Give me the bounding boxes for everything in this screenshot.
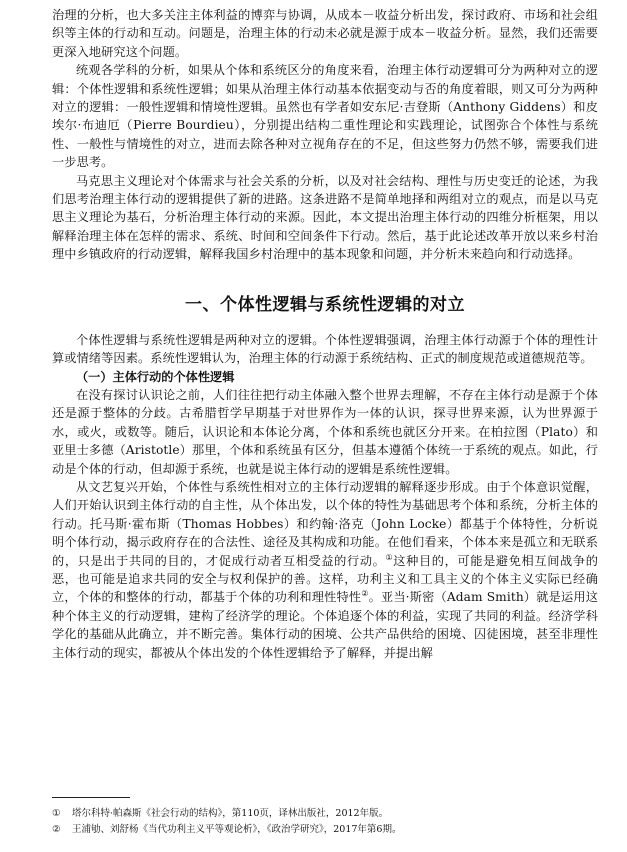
section-paragraph-1: 个体性逻辑与系统性逻辑是两种对立的逻辑。个体性逻辑强调，治理主体行动源于个体的理性计算或情绪等因素。系统性逻辑认为，治理主体的行动源于系统结构、正式的制度规范或道德规范等。 bbox=[52, 332, 598, 366]
paragraph-2-text-b: 这种目的，可能是避免相互间战争的恶，也可能是追求共同的安全与权利保护的善。这样，功利主义和工具主义的个体主义实际已经确立，个体的和整体的行动，都基于个体的功利和理性特性 bbox=[52, 553, 598, 605]
footnote-text: 王浦劬、刘舒杨《当代功利主义平等观论析》，《政治学研究》，2017年第6期。 bbox=[72, 824, 402, 835]
subsection-title: （一）主体行动的个体性逻辑 bbox=[76, 369, 235, 384]
footnote-text: 塔尔科特·帕森斯《社会行动的结构》，第110页，译林出版社，2012年版。 bbox=[72, 808, 389, 819]
paragraph-2-text-c: 。亚当·斯密（Adam Smith）就是运用这种个体主义的行动逻辑，建构了经济学的理论。个体追逐个体的利益，实现了共同的利益。经济学科学化的基础从此确立，并不断完善。集体行动的困境、公共产品供给的困境、囚徒困境，甚至非理性主体行动的现实，都被从个体出发的个体性逻辑给予了解释，并提出解 bbox=[52, 590, 598, 660]
paragraph-2-text-a: 从文艺复兴开始，个体性与系统性相对立的主体行动逻辑的解释逐步形成。由于个体意识觉醒，人们开始认识到主体行动的自主性，从个体出发，以个体的特性为基础思考个体和系统，分析主体的行动。托马斯·霍布斯（Thomas Hobbes）和约翰·洛克（John Locke）都基于个体特性，分析说明个体行动，揭示政府存在的合法性、途径及其构成和功能。在他们看来，个体本来是孤立和无联系的，只是出于共同的目的，才促成行动者互相受益的行动。 bbox=[52, 479, 598, 568]
section-title: 一、个体性逻辑与系统性逻辑的对立 bbox=[185, 294, 465, 315]
page-body bbox=[52, 6, 598, 662]
footnote-ref-1[interactable]: ① bbox=[385, 552, 394, 562]
footnotes bbox=[52, 806, 598, 838]
footnote-2 bbox=[52, 822, 598, 838]
intro-paragraph-3: 马克思主义理论对个体需求与社会关系的分析，以及对社会结构、理性与历史变迁的论述，为我们思考治理主体行动的逻辑提供了新的进路。这条进路不是简单地择和两组对立的观点，而是以马克思主义理论为基石，分析治理主体行动的来源。因此，本文提出治理主体行动的四维分析框架，用以解释治理主体在怎样的需求、系统、时间和空间条件下行动。然后，基于此论述改革开放以来乡村治理中乡镇政府的行动逻辑，解释我国乡村治理中的基本现象和问题，并分析未来趋向和行动选择。 bbox=[52, 173, 598, 262]
intro-paragraph-1: 治理的分析，也大多关注主体利益的博弈与协调，从成本－收益分析出发，探讨政府、市场和社会组织等主体的行动和互动。问题是，治理主体的行动未必就是源于成本－收益分析。显然，我们还需要更深入地研究这个问题。 bbox=[52, 8, 598, 59]
footnote-mark: ② bbox=[52, 824, 61, 835]
intro-paragraph-2: 统观各学科的分析，如果从个体和系统区分的角度来看，治理主体行动逻辑可分为两种对立的逻辑：个体性逻辑和系统性逻辑；如果从治理主体行动基本依据变动与否的角度着眼，则又可分为两种对立的逻辑：一般性逻辑和情境性逻辑。虽然也有学者如安东尼·吉登斯（Anthony Giddens）和皮埃尔·布迪厄（Pierre Bourdieu），分别提出结构二重性理论和实践理论，试图弥合个体性与系统性、一般性与情境性的对立，进而去除各种对立视角存在的不足，但这些努力仍然不够，需要我们进一步思考。 bbox=[52, 63, 598, 170]
footnote-mark: ① bbox=[52, 808, 61, 819]
subsection-paragraph-1: 在没有探讨认识论之前，人们往往把行动主体融入整个世界去理解，不存在主体行动是源于个体还是源于整体的分歧。古希腊哲学早期基于对世界作为一体的认识，探寻世界来源，认为世界源于水，或火，或数等。随后，认识论和本体论分离，个体和系统也就区分开来。在柏拉图（Plato）和亚里士多德（Aristotle）那里，个体和系统虽有区分，但基本遵循个体统一于系统的观点。如此，行动是个体的行动，但却源于系统，也就是说主体行动的逻辑是系统性逻辑。 bbox=[52, 387, 598, 476]
subsection-paragraph-2 bbox=[52, 478, 598, 662]
footnote-ref-2[interactable]: ② bbox=[361, 589, 369, 599]
footnote-1 bbox=[52, 806, 598, 822]
footnote-divider bbox=[52, 797, 130, 798]
